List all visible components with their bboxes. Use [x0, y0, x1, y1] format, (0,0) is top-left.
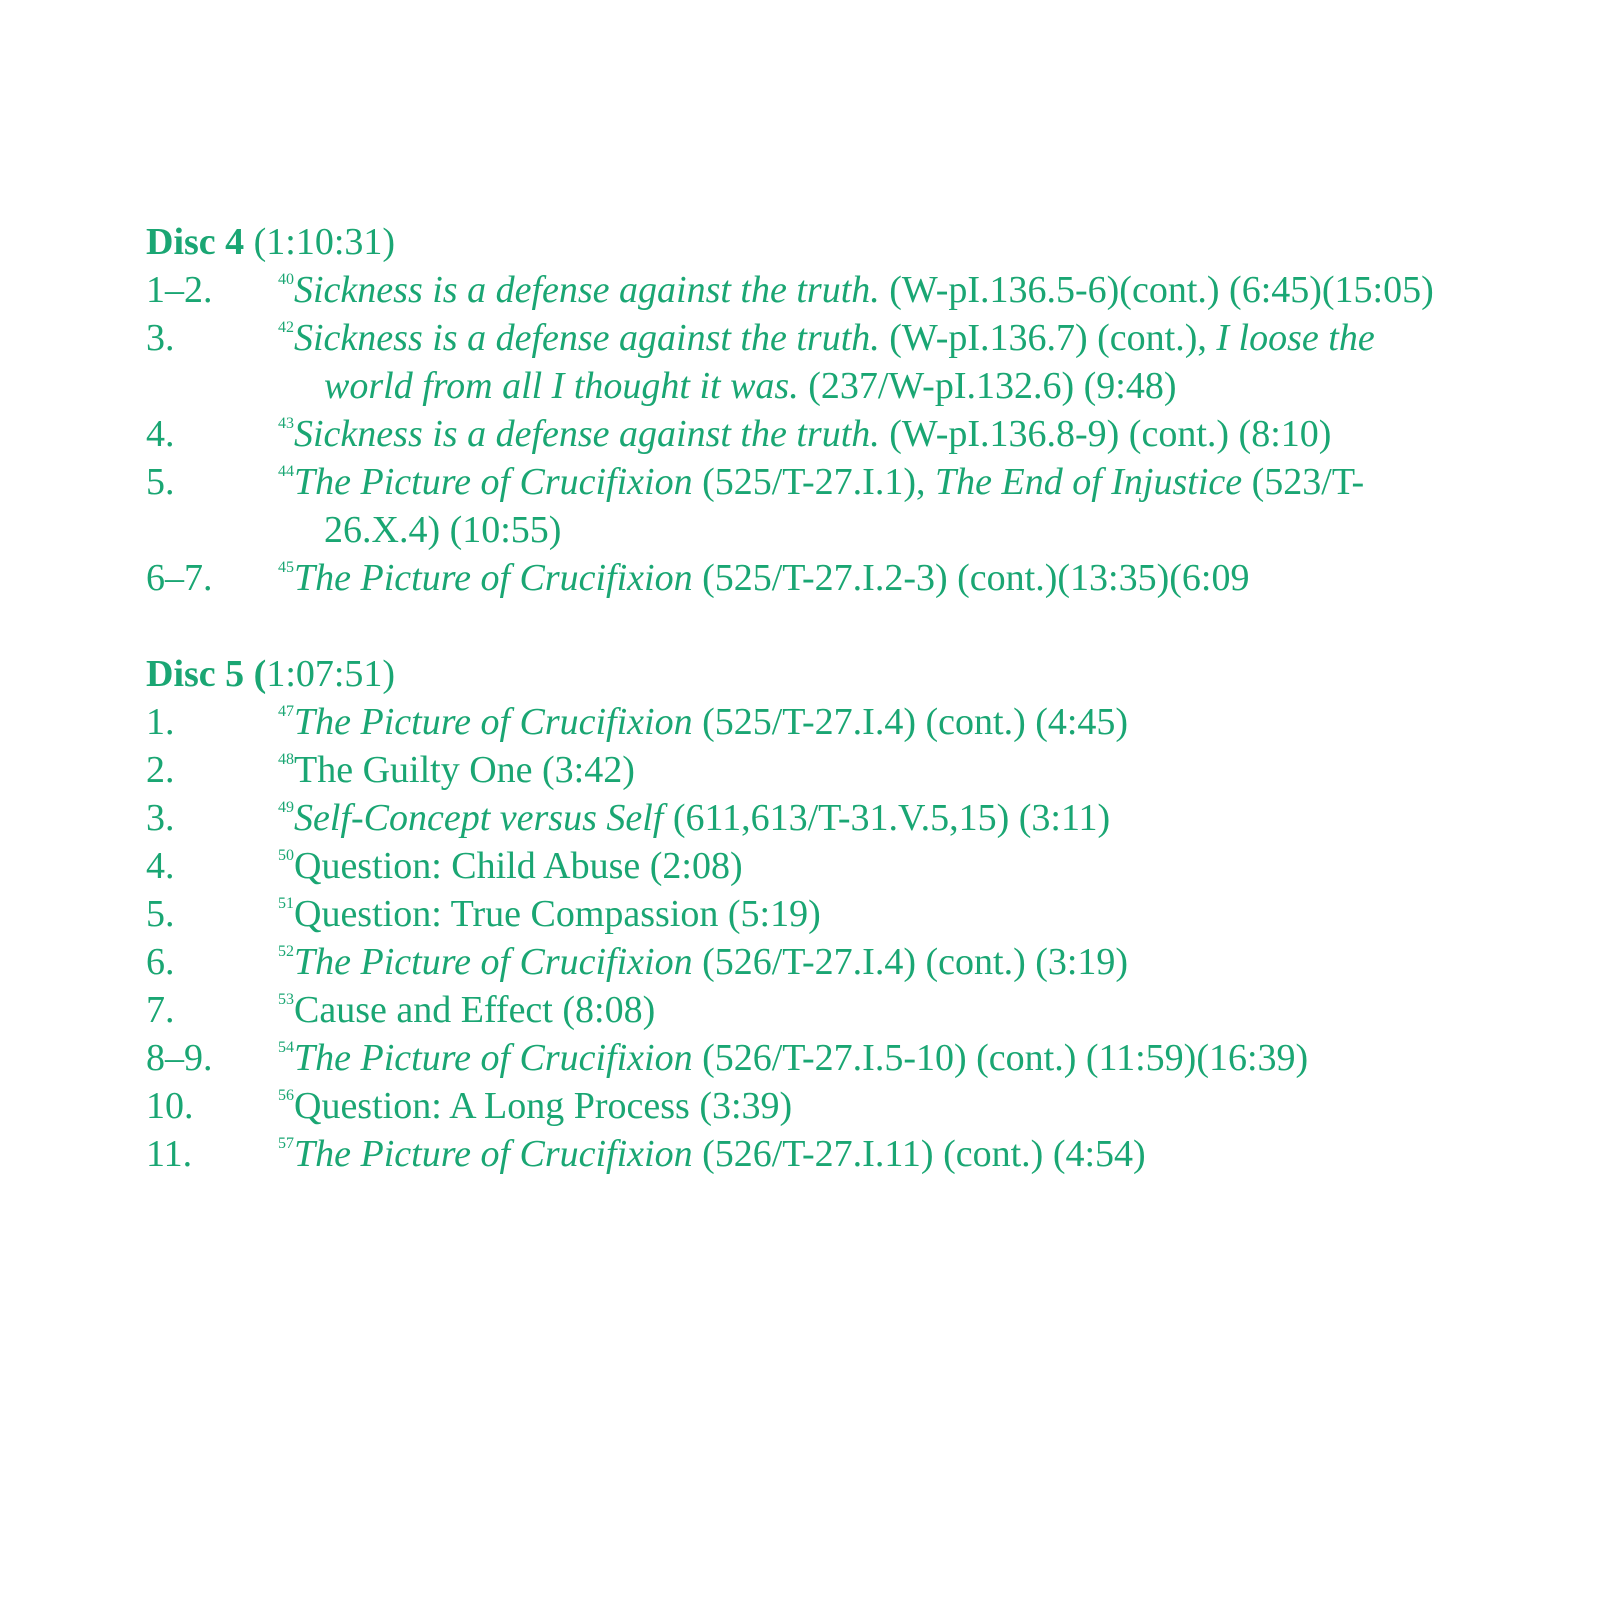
track-title: [278, 938, 1464, 986]
track-title: [278, 890, 1464, 938]
track-title-italic: The Picture of Crucifixion: [294, 941, 693, 983]
track-reference-2: (523/T-26.X.4) (10:55): [324, 461, 1365, 551]
track-title-italic: Sickness is a defense against the truth.: [294, 413, 880, 455]
track-number: 1.: [146, 701, 175, 743]
track-row: [146, 938, 1566, 986]
track-title-italic: The Picture of Crucifixion: [294, 701, 693, 743]
track-reference: (525/T-27.I.2-3) (cont.)(13:35)(6:09: [692, 557, 1250, 599]
track-row: [146, 1034, 1566, 1082]
track-row: [146, 266, 1566, 314]
track-title: [278, 842, 1464, 890]
track-number: 10.: [146, 1085, 194, 1127]
track-title: [278, 554, 1464, 602]
track-number: 3.: [146, 797, 175, 839]
track-number: 11.: [146, 1133, 193, 1175]
track-title: [278, 746, 1464, 794]
disc-label-paren: (: [244, 653, 267, 695]
disc-heading: [146, 218, 1566, 266]
disc-heading: [146, 650, 1566, 698]
footnote-marker: 53: [278, 991, 294, 1008]
track-number: 5.: [146, 461, 175, 503]
footnote-marker: 51: [278, 895, 294, 912]
track-reference: (W-pI.136.8-9) (cont.) (8:10): [879, 413, 1332, 455]
footnote-marker: 45: [278, 559, 294, 576]
disc-label: [146, 653, 266, 695]
track-number: 3.: [146, 317, 175, 359]
track-reference: (525/T-27.I.1),: [692, 461, 935, 503]
disc-block: [146, 650, 1566, 1178]
disc-label-text: Disc 5: [146, 653, 245, 695]
track-number: 5.: [146, 893, 175, 935]
disc-duration: (1:10:31): [253, 221, 396, 263]
track-number: 4.: [146, 845, 175, 887]
footnote-marker: 43: [278, 415, 294, 432]
track-reference: (W-pI.136.5-6)(cont.) (6:45)(15:05): [879, 269, 1434, 311]
footnote-marker: 42: [278, 319, 294, 336]
track-row: [146, 1082, 1566, 1130]
track-title-italic-2: I loose the world from all I thought it was.: [324, 317, 1375, 407]
track-number: 1–2.: [146, 269, 213, 311]
track-row: [146, 986, 1566, 1034]
track-reference: (W-pI.136.7) (cont.),: [879, 317, 1217, 359]
footnote-marker: 50: [278, 847, 294, 864]
track-title-italic: Self-Concept versus Self: [294, 797, 664, 839]
track-number: 4.: [146, 413, 175, 455]
track-title: [278, 698, 1464, 746]
track-row: [146, 554, 1566, 602]
track-row: [146, 698, 1566, 746]
track-row: [146, 746, 1566, 794]
track-reference: Cause and Effect (8:08): [294, 989, 656, 1031]
footnote-marker: 52: [278, 943, 294, 960]
track-number: 2.: [146, 749, 175, 791]
track-row: [146, 458, 1566, 554]
track-title-italic: The Picture of Crucifixion: [294, 461, 693, 503]
track-row: [146, 794, 1566, 842]
track-title: [278, 314, 1464, 410]
track-reference: Question: True Compassion (5:19): [294, 893, 821, 935]
footnote-marker: 57: [278, 1135, 294, 1152]
track-reference: (526/T-27.I.11) (cont.) (4:54): [692, 1133, 1146, 1175]
track-title-italic: The Picture of Crucifixion: [294, 557, 693, 599]
track-row: [146, 1130, 1566, 1178]
track-reference-2: (237/W-pI.132.6) (9:48): [798, 365, 1177, 407]
footnote-marker: 47: [278, 703, 294, 720]
track-reference: (526/T-27.I.5-10) (cont.) (11:59)(16:39): [692, 1037, 1309, 1079]
track-reference: Question: Child Abuse (2:08): [294, 845, 743, 887]
track-title-italic: The Picture of Crucifixion: [294, 1037, 693, 1079]
footnote-marker: 54: [278, 1039, 294, 1056]
footnote-marker: 56: [278, 1087, 294, 1104]
track-reference: Question: A Long Process (3:39): [294, 1085, 793, 1127]
track-title: [278, 458, 1464, 554]
track-reference: (525/T-27.I.4) (cont.) (4:45): [692, 701, 1129, 743]
track-listing: [146, 218, 1566, 1178]
footnote-marker: 49: [278, 799, 294, 816]
track-title-italic: Sickness is a defense against the truth.: [294, 317, 880, 359]
disc-label: Disc 4: [146, 221, 245, 263]
track-number: 8–9.: [146, 1037, 213, 1079]
track-title-italic: The Picture of Crucifixion: [294, 1133, 693, 1175]
track-title-italic: Sickness is a defense against the truth.: [294, 269, 880, 311]
footnote-marker: 48: [278, 751, 294, 768]
track-title: [278, 986, 1464, 1034]
track-title: [278, 266, 1464, 314]
track-row: [146, 842, 1566, 890]
track-title: [278, 1130, 1464, 1178]
track-reference: (526/T-27.I.4) (cont.) (3:19): [692, 941, 1129, 983]
track-row: [146, 890, 1566, 938]
track-reference: The Guilty One (3:42): [294, 749, 635, 791]
track-title-italic-2: The End of Injustice: [935, 461, 1243, 503]
track-row: [146, 314, 1566, 410]
disc-block: [146, 218, 1566, 602]
footnote-marker: 40: [278, 271, 294, 288]
track-reference: (611,613/T-31.V.5,15) (3:11): [663, 797, 1111, 839]
footnote-marker: 44: [278, 463, 294, 480]
track-number: 7.: [146, 989, 175, 1031]
track-title: [278, 410, 1464, 458]
track-row: [146, 410, 1566, 458]
track-title: [278, 1034, 1464, 1082]
track-title: [278, 794, 1464, 842]
disc-duration: 1:07:51): [266, 653, 396, 695]
track-number: 6.: [146, 941, 175, 983]
track-title: [278, 1082, 1464, 1130]
track-number: 6–7.: [146, 557, 213, 599]
